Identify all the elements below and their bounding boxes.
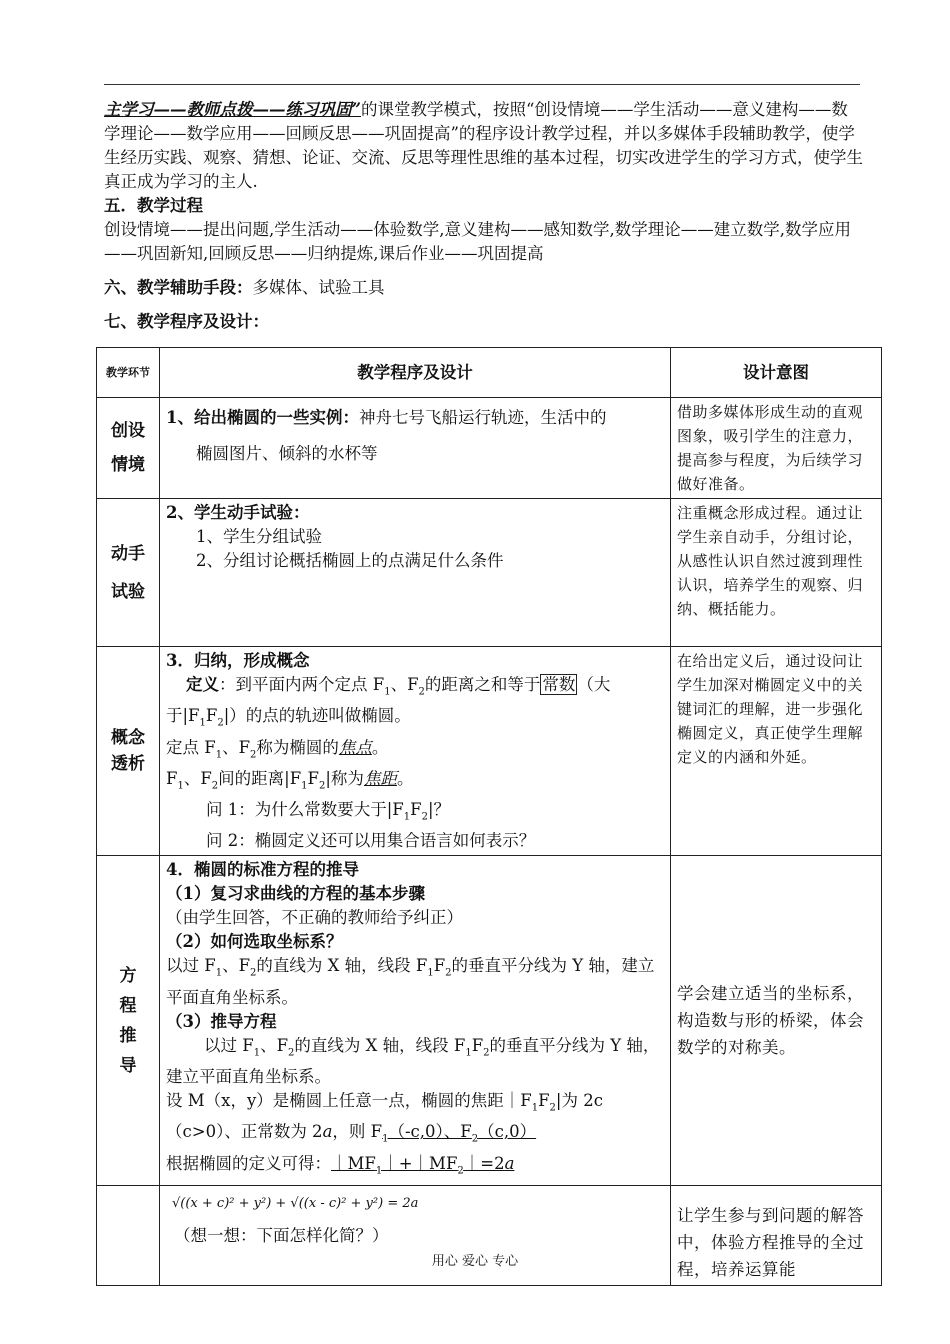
text: 、F [390, 675, 419, 694]
sub: 2 [471, 1133, 479, 1145]
section6-line [104, 276, 864, 300]
row4-step3: （3）推导方程 [166, 1011, 277, 1031]
text: 。 [371, 737, 389, 757]
text: F [166, 768, 178, 788]
lesson-table [96, 347, 882, 1286]
text: 、F [222, 956, 251, 976]
table-row [97, 1185, 882, 1285]
design-cell [160, 1185, 671, 1285]
sub: 1 [427, 967, 434, 979]
design-cell [160, 499, 671, 647]
stage-label: 动手试验 [111, 543, 145, 602]
stage-label: 创设情境 [111, 421, 145, 475]
section5-text: 创设情境——提出问题,学生活动——体验数学,意义建构——感知数学,数学理论——建立数学,数学应用——巩固新知,回顾反思——归纳提炼,课后作业——巩固提高 [104, 220, 851, 263]
table-row [97, 647, 882, 856]
text: |称为 [325, 768, 364, 788]
row4-title: 4．椭圆的标准方程的推导 [166, 860, 359, 880]
sub: 2 [445, 967, 452, 979]
sub: 1 [384, 686, 391, 698]
sub: 1 [403, 811, 411, 823]
text: F [433, 956, 446, 976]
term: 焦距 [363, 768, 397, 788]
var-a: a [322, 1122, 333, 1142]
text: 。 [396, 768, 414, 788]
design-cell [160, 856, 671, 1185]
text: （c,0） [478, 1122, 537, 1142]
table-row [97, 398, 882, 499]
intent-cell: 借助多媒体形成生动的直观图象，吸引学生的注意力，提高参与程度，为后续学习做好准备。 [671, 398, 882, 499]
sub: 2 [288, 1047, 295, 1059]
sub: 2 [211, 780, 219, 792]
sub: 2 [418, 686, 425, 698]
row2-item1: 1、学生分组试验 [196, 527, 322, 546]
text: F [410, 800, 422, 820]
design-cell [160, 398, 671, 499]
text: ｜+｜MF [382, 1153, 458, 1173]
text: 问 1：为什么常数要大于|F [206, 800, 404, 820]
text: 的距离之和等于 [424, 675, 541, 694]
section5-heading: 五．教学过程 [104, 196, 203, 215]
text: 定点 F [166, 737, 216, 757]
ellipse-formula: √((x + c)² + y²) + √((x - c)² + y²) = 2a [172, 1195, 419, 1211]
text: |为 2c （c>0）、正常数为 2 [166, 1091, 603, 1142]
page-footer: 用心 爱心 专心 [431, 1254, 519, 1269]
sub: 1 [215, 748, 223, 760]
sub: 1 [301, 780, 308, 792]
intent-cell: 在给出定义后，通过设问让学生加深对椭圆定义中的关键词汇的理解，进一步强化椭圆定义，真正使学生理解定义的内涵和外延。 [671, 647, 882, 856]
row4-point-m [166, 1089, 664, 1152]
stage-cell-empty [97, 1185, 160, 1285]
sub: 1 [531, 1102, 539, 1114]
boxed-term: 常数 [542, 675, 576, 694]
section7-heading: 七、教学程序及设计： [104, 312, 269, 331]
sub: 1 [215, 967, 223, 979]
sub: 1 [465, 1047, 472, 1059]
design-cell [160, 647, 671, 856]
section6-text: 多媒体、试验工具 [252, 278, 385, 297]
text: 、F [260, 1035, 289, 1055]
var-a: a [504, 1153, 515, 1173]
sub: 2 [250, 967, 257, 979]
table-row [97, 856, 882, 1185]
sub: 1 [199, 717, 206, 729]
intent-cell: 注重概念形成过程。通过让学生亲自动手，分组讨论，从感性认识自然过渡到理性认识，培养学生的观察、归纳、概括能力。 [671, 499, 882, 647]
row4-definition-eq [166, 1152, 664, 1183]
definition-equation [331, 1153, 515, 1176]
row4-step2-text [166, 954, 664, 1009]
text: ｜MF [331, 1153, 376, 1173]
row4-step1: （1）复习求曲线的方程的基本步骤 [166, 884, 425, 904]
sub: 1 [382, 1133, 389, 1145]
foci-coords [382, 1122, 537, 1145]
sub: 2 [549, 1102, 556, 1114]
row1-title: 1、给出椭圆的一些实例： [166, 408, 359, 427]
header-design: 教学程序及设计 [160, 348, 671, 398]
stage-cell [97, 499, 160, 647]
top-rule [104, 84, 860, 85]
text: 的直线为 X 轴，线段 F [294, 1035, 466, 1055]
table-row [97, 499, 882, 647]
row4-step2: （2）如何选取坐标系？ [166, 932, 343, 952]
intro-text: 的课堂教学模式，按照“创设情境——学生活动——意义建构——数学理论——数学应用——回顾反思——巩固提高”的程序设计教学过程，并以多媒体手段辅助教学，使学生经历实践、观察、猜想、论证、交流、反思等理性思维的基本过程，切实改进学生的学习方式，使学生真正成为学习的主人. [104, 100, 863, 191]
text: F [538, 1091, 550, 1111]
row1-line1 [166, 400, 664, 436]
sub: 1 [375, 1164, 383, 1176]
sub: 2 [319, 780, 326, 792]
row1-text2: 椭圆图片、倾斜的水杯等 [196, 444, 378, 463]
row3-distance [166, 767, 664, 798]
intro-section [104, 98, 864, 334]
intro-paragraph [104, 98, 864, 194]
sub: 2 [483, 1047, 490, 1059]
header-intent: 设计意图 [671, 348, 882, 398]
row4-step3-text [166, 1034, 664, 1089]
text: 以过 F [204, 1035, 254, 1055]
sub: 1 [177, 780, 184, 792]
sub: 2 [457, 1164, 464, 1176]
text: 设 M（x，y）是椭圆上任意一点，椭圆的焦距｜F [166, 1091, 532, 1111]
row3-question1 [166, 798, 664, 829]
stage-cell [97, 398, 160, 499]
stage-cell [97, 856, 160, 1185]
def-label: 定义 [186, 675, 219, 694]
row3-definition [166, 673, 664, 736]
row2-item2: 2、分组讨论概括椭圆上的点满足什么条件 [196, 551, 504, 570]
text: 以过 F [166, 956, 216, 976]
term: 焦点 [338, 737, 372, 757]
stage-label: 概念透析 [111, 728, 145, 775]
text: 称为椭圆的 [256, 737, 339, 757]
text: 间的距离|F [218, 768, 302, 788]
text: 的直线为 X 轴，线段 F [256, 956, 428, 976]
stage-label: 方程推导 [119, 965, 137, 1076]
text: F [471, 1035, 484, 1055]
row3-question2: 问 2：椭圆定义还可以用集合语言如何表示？ [206, 831, 536, 851]
text: ：到平面内两个定点 F [219, 675, 385, 694]
text: （大于|F [166, 675, 611, 726]
row2-title: 2、学生动手试验： [166, 503, 310, 522]
intro-bold-phrase: 主学习——教师点拨——练习巩固” [104, 100, 361, 119]
section6-heading: 六、教学辅助手段： [104, 278, 253, 297]
sub: 2 [250, 748, 257, 760]
table-header-row [97, 348, 882, 398]
row4-step1-note: （由学生回答，不正确的教师给予纠正） [166, 908, 463, 928]
row5-note: （想一想：下面怎样化简？） [174, 1225, 389, 1245]
text: F [205, 706, 218, 726]
sub: 2 [217, 717, 224, 729]
text: |？ [427, 800, 451, 820]
stage-cell [97, 647, 160, 856]
sub: 1 [253, 1047, 261, 1059]
row3-title: 3．归纳，形成概念 [166, 651, 310, 670]
text: ｜=2 [463, 1153, 505, 1173]
sub: 2 [421, 811, 428, 823]
text: 的垂直平分线为 Y 轴，建立平面直角坐标系。 [166, 956, 655, 1007]
intent-cell: 学会建立适当的坐标系，构造数与形的桥梁，体会数学的对称美。 [671, 856, 882, 1185]
row1-text1: 神舟七号飞船运行轨迹，生活中的 [358, 408, 607, 427]
text: 根据椭圆的定义可得： [166, 1153, 331, 1173]
header-stage: 教学环节 [97, 348, 160, 398]
intent-cell: 让学生参与到问题的解答中，体验方程推导的全过程，培养运算能 [671, 1185, 882, 1285]
text: 、F [222, 737, 251, 757]
row3-foci [166, 736, 664, 767]
text: 、F [183, 768, 212, 788]
text: ，则 F [332, 1122, 383, 1142]
text: （-c,0）、F [388, 1122, 472, 1142]
text: 的垂直平分线为 Y 轴，建立平面直角坐标系。 [166, 1035, 660, 1087]
text: |）的点的轨迹叫做椭圆。 [223, 706, 411, 726]
text: F [307, 768, 319, 788]
